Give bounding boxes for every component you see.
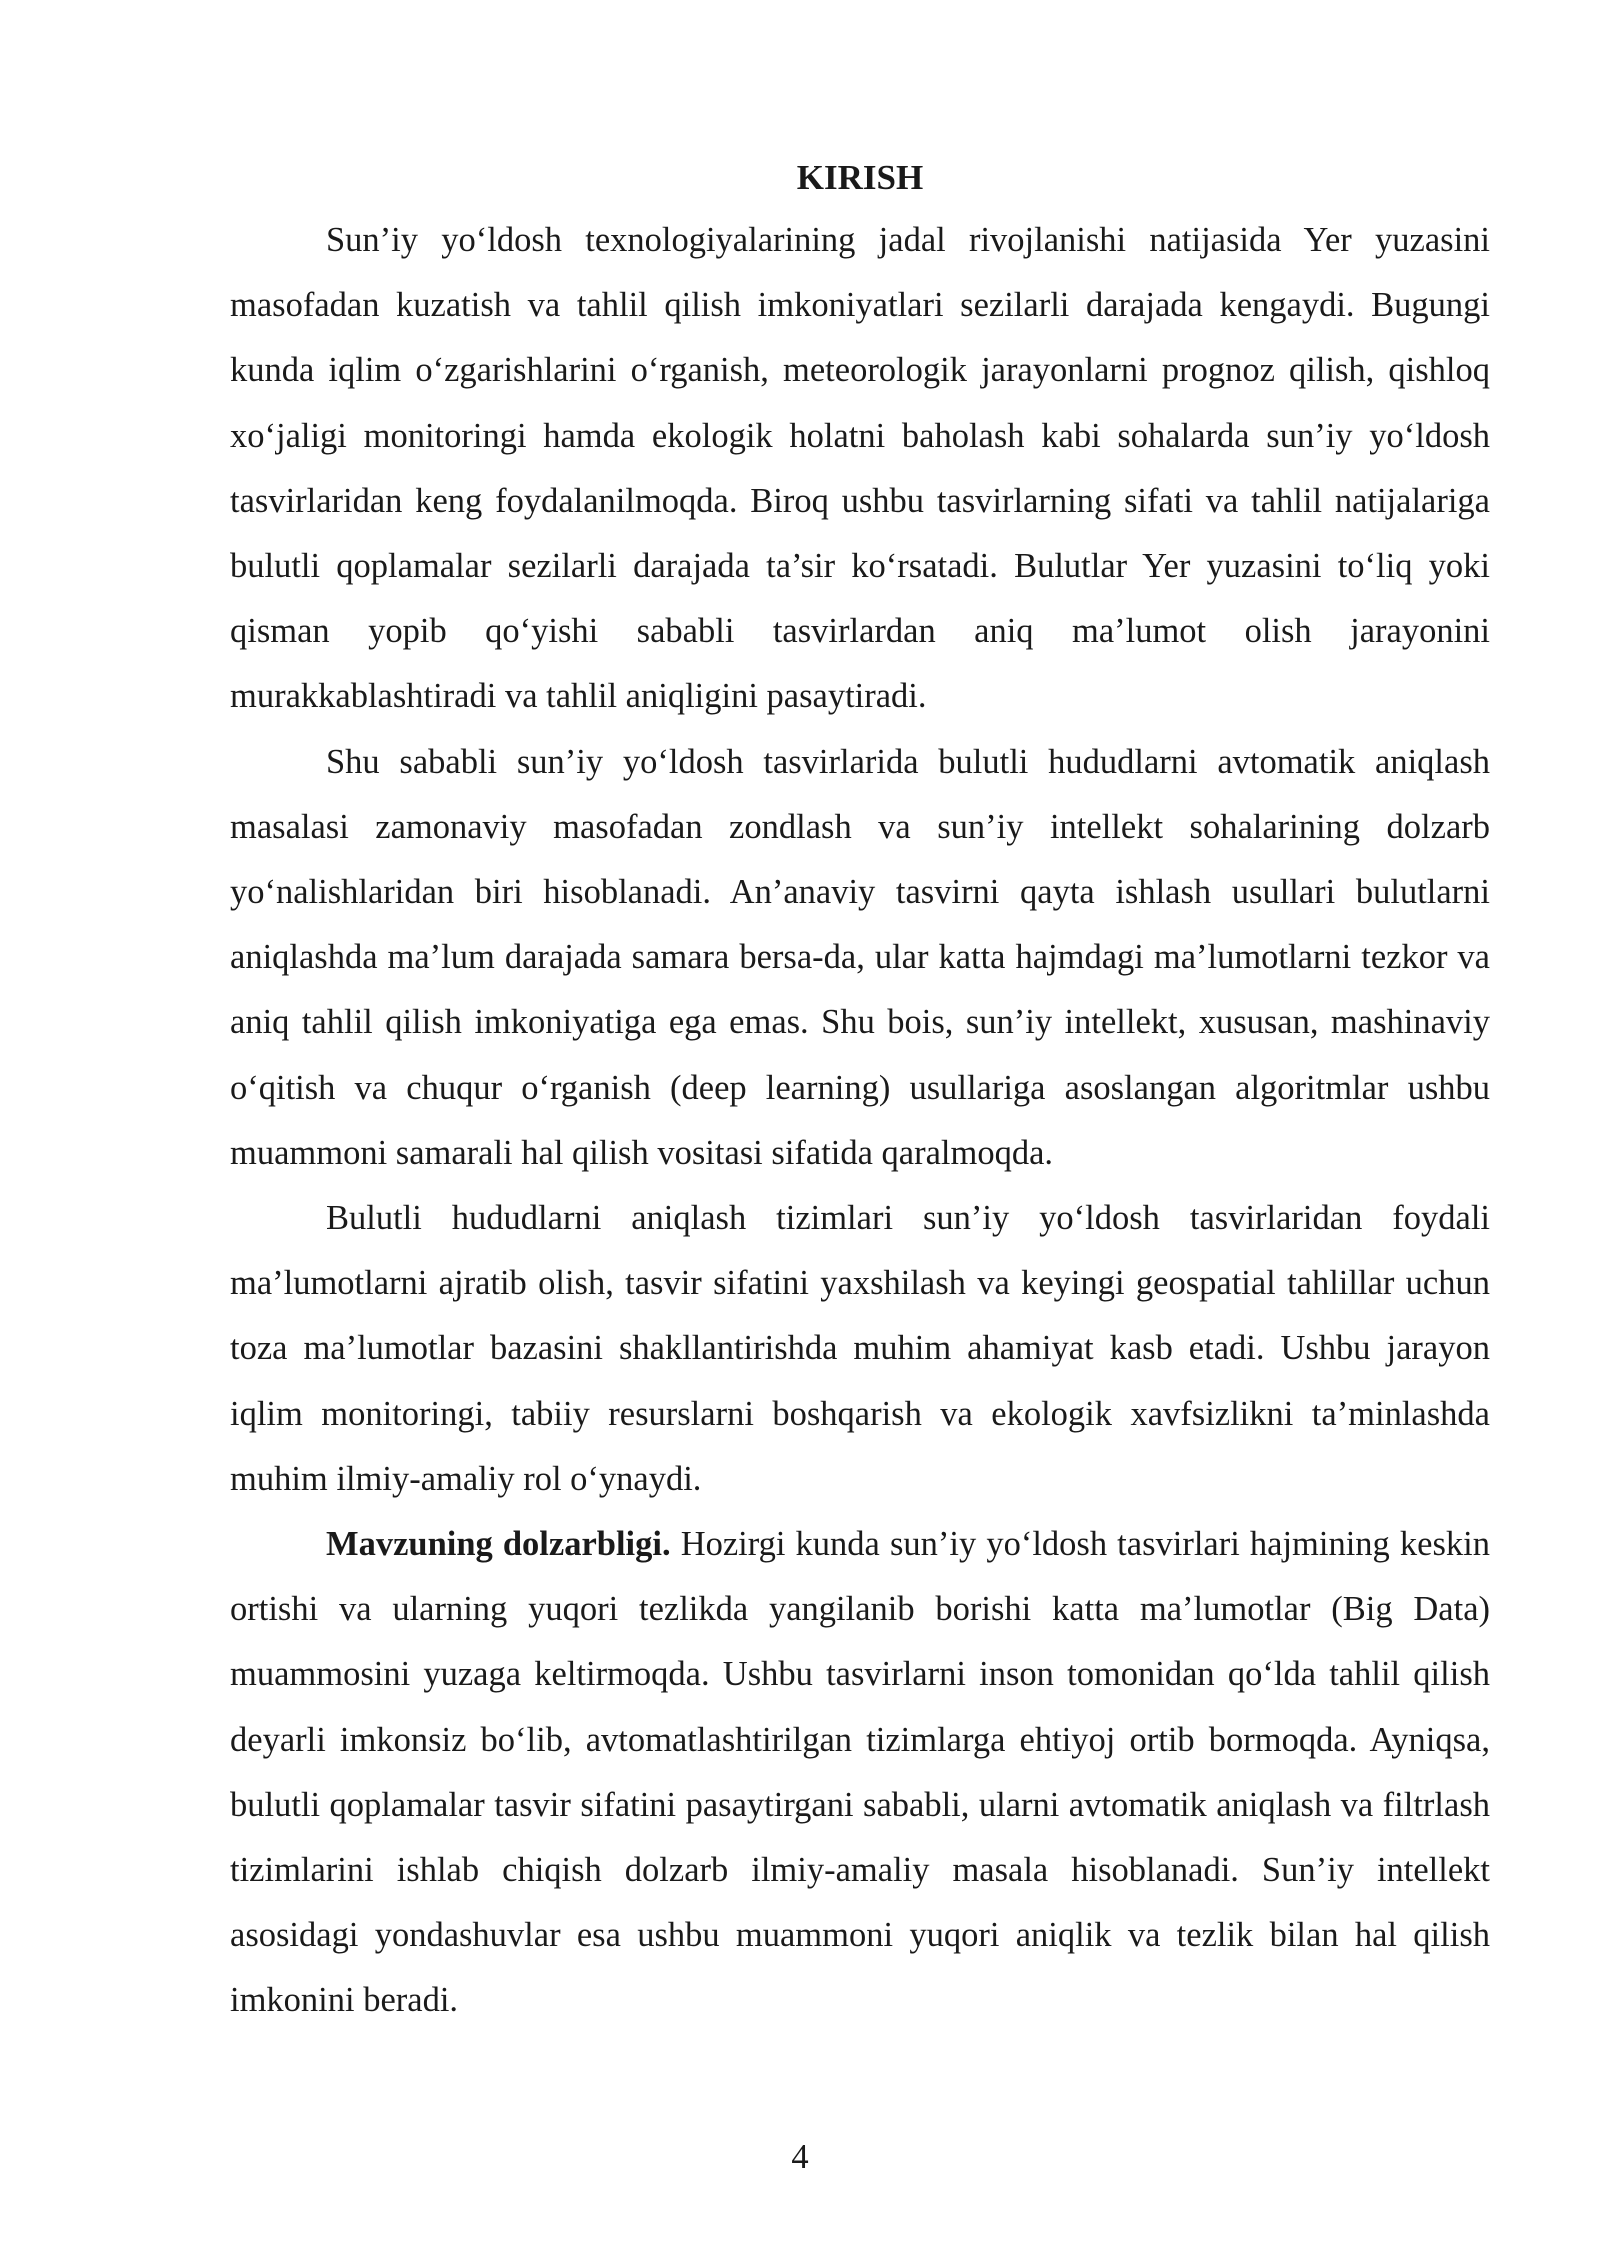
paragraph-text: Bulutli hududlarni aniqlash tizimlari sun’iy yo‘ldosh tasvirlaridan foydali ma’lumotlarni ajratib olish, tasvir sifatini yaxshilash va keyingi geospatial tahlillar uchun toza ma’lumotlar bazasini shakllantirishda muhim ahamiyat kasb etadi. Ushbu jarayon iqlim monitoringi, tabiiy resurslarni boshqarish va ekologik xavfsizlikni ta’minlashda muhim ilmiy-amaliy rol o‘ynaydi. [230, 1199, 1490, 1498]
page-number: 4 [791, 2138, 809, 2176]
section-heading: KIRISH [796, 158, 924, 197]
paragraph-lead: Mavzuning dolzarbligi. [326, 1525, 671, 1564]
paragraph-systems [230, 1186, 1490, 1512]
page-body [230, 148, 1490, 2034]
paragraph-text: Hozirgi kunda sun’iy yo‘ldosh tasvirlari hajmining keskin ortishi va ularning yuqori tezlikda yangilanib borishi katta ma’lumotlar (Big Data) muammosini yuzaga keltirmoqda. Ushbu tasvirlarni inson tomonidan qo‘lda tahlil qilish deyarli imkonsiz bo‘lib, avtomatlashtirilgan tizimlarga ehtiyoj ortib bormoqda. Ayniqsa, bulutli qoplamalar tasvir sifatini pasaytirgani sababli, ularni avtomatik aniqlash va filtrlash tizimlarini ishlab chiqish dolzarb ilmiy-amaliy masala hisoblanadi. Sun’iy intellekt asosidagi yondashuvlar esa ushbu muammoni yuqori aniqlik va tezlik bilan hal qilish imkonini beradi. [230, 1525, 1490, 2020]
paragraph-text: Shu sababli sun’iy yo‘ldosh tasvirlarida bulutli hududlarni avtomatik aniqlash masalasi zamonaviy masofadan zondlash va sun’iy intellekt sohalarining dolzarb yo‘nalishlaridan biri hisoblanadi. An’anaviy tasvirni qayta ishlash usullari bulutlarni aniqlashda ma’lum darajada samara bersa-da, ular katta hajmdagi ma’lumotlarni tezkor va aniq tahlil qilish imkoniyatiga ega emas. Shu bois, sun’iy intellekt, xususan, mashinaviy o‘qitish va chuqur o‘rganish (deep learning) usullariga asoslangan algoritmlar ushbu muammoni samarali hal qilish vositasi sifatida qaralmoqda. [230, 742, 1490, 1172]
paragraph-text: Sun’iy yo‘ldosh texnologiyalarining jadal rivojlanishi natijasida Yer yuzasini masofadan kuzatish va tahlil qilish imkoniyatlari sezilarli darajada kengaydi. Bugungi kunda iqlim o‘zgarishlarini o‘rganish, meteorologik jarayonlarni prognoz qilish, qishloq xo‘jaligi monitoringi hamda ekologik holatni baholash kabi sohalarda sun’iy yo‘ldosh tasvirlaridan keng foydalanilmoqda. Biroq ushbu tasvirlarning sifati va tahlil natijalariga bulutli qoplamalar sezilarli darajada ta’sir ko‘rsatadi. Bulutlar Yer yuzasini to‘liq yoki qisman yopib qo‘yishi sababli tasvirlardan aniq ma’lumot olish jarayonini murakkablashtiradi va tahlil aniqligini pasaytiradi. [230, 221, 1490, 716]
paragraph-intro [230, 208, 1490, 730]
paragraph-relevance [230, 1512, 1490, 2034]
paragraph-problem [230, 730, 1490, 1186]
